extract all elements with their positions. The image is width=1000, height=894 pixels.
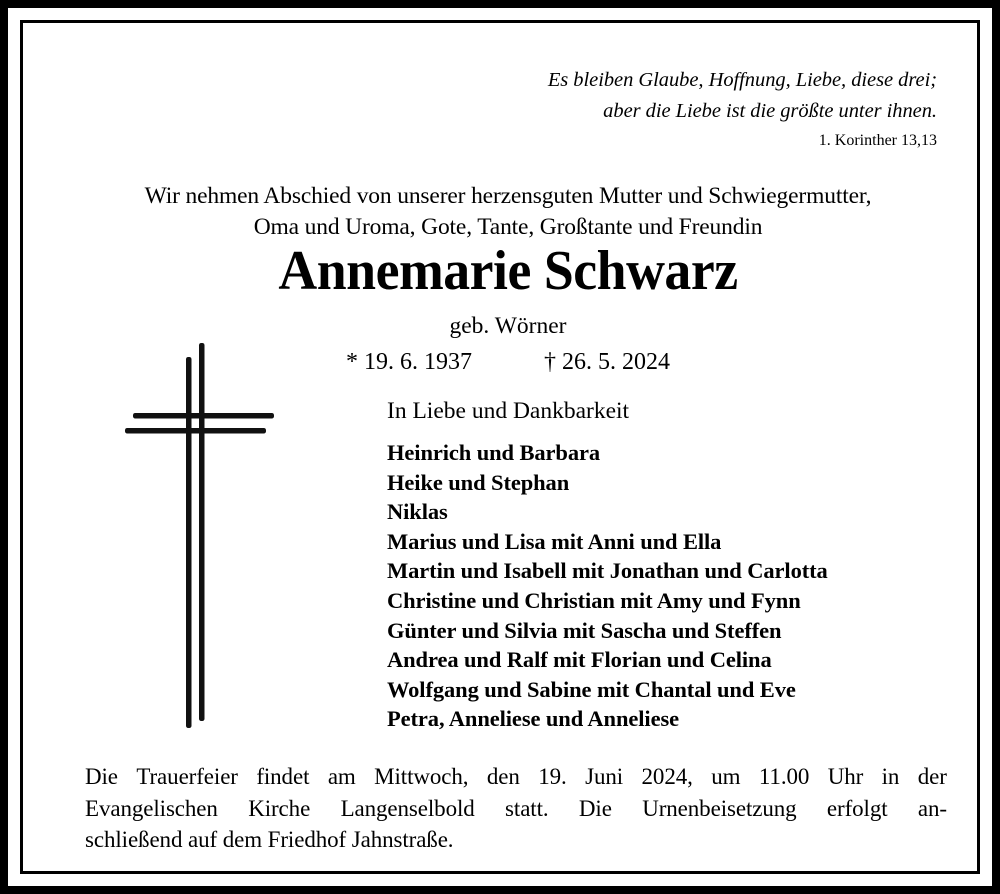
family-name-line: Andrea und Ralf mit Florian und Celina bbox=[387, 647, 772, 673]
scripture-reference: 1. Korinther 13,13 bbox=[818, 132, 937, 149]
family-names-list bbox=[387, 438, 947, 734]
family-name-line: Marius und Lisa mit Anni und Ella bbox=[387, 528, 722, 554]
deceased-name: Annemarie Schwarz bbox=[278, 240, 738, 302]
family-name-line: Wolfgang und Sabine mit Chantal und Eve bbox=[387, 676, 796, 702]
service-details-line-3: schließend auf dem Friedhof Jahnstraße. bbox=[85, 827, 454, 852]
cross-icon bbox=[119, 335, 283, 735]
intro-line-1: Wir nehmen Abschied von unserer herzensguten Mutter und Schwiegermutter, bbox=[144, 183, 872, 209]
family-name-line: Heinrich und Barbara bbox=[387, 440, 601, 465]
family-name-line: Niklas bbox=[387, 499, 448, 525]
family-name-line: Günter und Silvia mit Sascha und Steffen bbox=[387, 617, 782, 643]
birth-star-icon: * bbox=[346, 349, 358, 375]
dedication-text: In Liebe und Dankbarkeit bbox=[387, 398, 630, 424]
maiden-name: geb. Wörner bbox=[449, 313, 567, 339]
birth-date bbox=[346, 347, 472, 377]
scripture-quote-line-1: Es bleiben Glaube, Hoffnung, Liebe, diese drei; bbox=[547, 69, 937, 91]
scripture-quote-line-2: aber die Liebe ist die größte unter ihnen. bbox=[603, 100, 937, 122]
obituary-inner-rule bbox=[20, 20, 980, 874]
service-details-line-1: Die Trauerfeier findet am Mittwoch, den 19. Juni 2024, um 11.00 Uhr in der bbox=[85, 764, 947, 789]
scripture-quote bbox=[443, 65, 937, 127]
birth-date-value: 19. 6. 1937 bbox=[364, 349, 472, 375]
service-details-line-2: Evangelischen Kirche Langenselbold statt. Die Urnenbeisetzung erfolgt an- bbox=[85, 795, 947, 821]
death-date bbox=[544, 347, 670, 377]
death-date-value: 26. 5. 2024 bbox=[562, 349, 670, 375]
obituary-content bbox=[23, 23, 993, 887]
family-name-line: Christine und Christian mit Amy und Fynn bbox=[387, 587, 801, 613]
family-name-line: Martin und Isabell mit Jonathan und Carlotta bbox=[387, 558, 828, 584]
family-name-line: Heike und Stephan bbox=[387, 469, 570, 495]
family-name-line: Petra, Anneliese und Anneliese bbox=[387, 706, 680, 732]
service-details bbox=[85, 761, 947, 856]
intro-line-2: Oma und Uroma, Gote, Tante, Großtante und Freundin bbox=[253, 214, 763, 240]
death-cross-icon: † bbox=[544, 349, 556, 375]
